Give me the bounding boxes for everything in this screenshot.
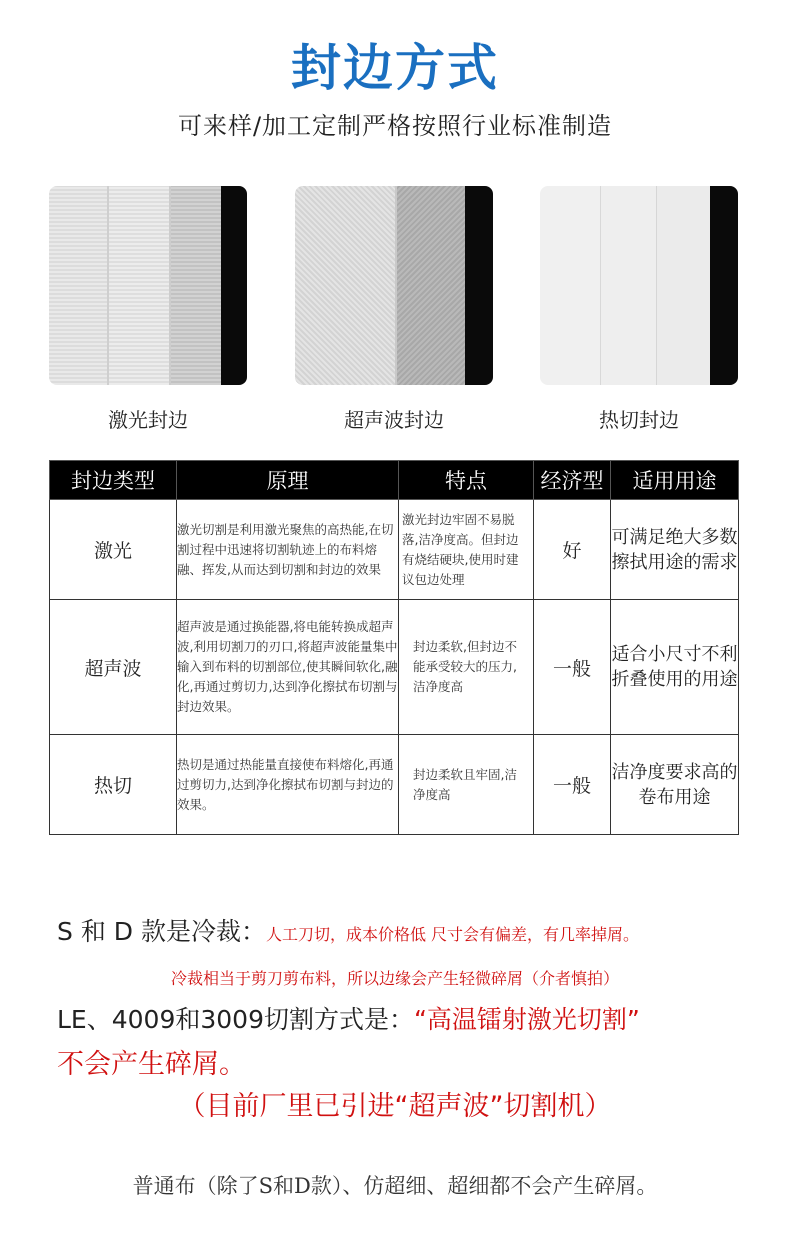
table-row [50, 735, 739, 835]
ultrasonic-edge-swatch-image [295, 186, 493, 385]
cell-usage: 可满足绝大多数擦拭用途的需求 [611, 500, 739, 600]
sd-cold-cut-detail: 人工刀切，成本价格低 尺寸会有偏差，有几率掉屑。 [265, 925, 640, 944]
column-header-type: 封边类型 [50, 461, 177, 500]
cell-feature: 激光封边牢固不易脱落,洁净度高。但封边有烧结硬块,使用时建议包边处理 [399, 500, 534, 600]
cell-economy: 好 [534, 500, 611, 600]
column-header-usage: 适用用途 [611, 461, 739, 500]
cell-usage: 适合小尺寸不利折叠使用的用途 [611, 600, 739, 735]
cell-feature: 封边柔软,但封边不能承受较大的压力,洁净度高 [399, 600, 534, 735]
table-row [50, 600, 739, 735]
ultrasonic-edge-label: 超声波封边 [344, 408, 444, 432]
column-header-economy: 经济型 [534, 461, 611, 500]
le-laser-method: “高温镭射激光切割” [413, 1005, 640, 1034]
ultrasonic-machine-note: （目前厂里已引进“超声波”切割机） [178, 1091, 612, 1122]
bottom-note: 普通布（除了S和D款）、仿超细、超细都不会产生碎屑。 [132, 1174, 658, 1198]
laser-edge-label: 激光封边 [108, 408, 188, 432]
cell-principle: 超声波是通过换能器,将电能转换成超声波,利用切割刀的刃口,将超声波能量集中输入到布料的切割部位,使其瞬间软化,融化,再通过剪切力,达到净化擦拭布切割与封边效果。 [177, 600, 399, 735]
cell-economy: 一般 [534, 600, 611, 735]
laser-edge-swatch-image [49, 186, 247, 385]
cell-type: 超声波 [50, 600, 177, 735]
sd-cold-cut-prefix: S 和 D 款是冷裁： [57, 917, 266, 946]
edge-comparison-table [49, 460, 739, 835]
column-header-feature: 特点 [399, 461, 534, 500]
cell-principle: 热切是通过热能量直接使布料熔化,再通过剪切力,达到净化擦拭布切割与封边的效果。 [177, 735, 399, 835]
hot-cut-edge-swatch-image [540, 186, 738, 385]
le-laser-prefix: LE、4009和3009切割方式是： [57, 1005, 414, 1034]
cold-cut-explanation: 冷裁相当于剪刀剪布料，所以边缘会产生轻微碎屑（介者慎拍） [170, 969, 619, 988]
table-row [50, 500, 739, 600]
cell-economy: 一般 [534, 735, 611, 835]
no-debris-note: 不会产生碎屑。 [57, 1049, 246, 1080]
cell-principle: 激光切割是利用激光聚焦的高热能,在切割过程中迅速将切割轨迹上的布料熔融、挥发,从而达到切割和封边的效果 [177, 500, 399, 600]
page-title: 封边方式 [291, 39, 499, 97]
table-header-row [50, 461, 739, 500]
cell-type: 热切 [50, 735, 177, 835]
column-header-principle: 原理 [177, 461, 399, 500]
cell-feature: 封边柔软且牢固,洁净度高 [399, 735, 534, 835]
sd-cold-cut-note [57, 912, 777, 948]
cell-type: 激光 [50, 500, 177, 600]
page-subtitle: 可来样/加工定制严格按照行业标准制造 [177, 112, 613, 140]
hot-cut-edge-label: 热切封边 [599, 408, 679, 432]
cell-usage: 洁净度要求高的卷布用途 [611, 735, 739, 835]
le-laser-note [57, 1000, 777, 1036]
